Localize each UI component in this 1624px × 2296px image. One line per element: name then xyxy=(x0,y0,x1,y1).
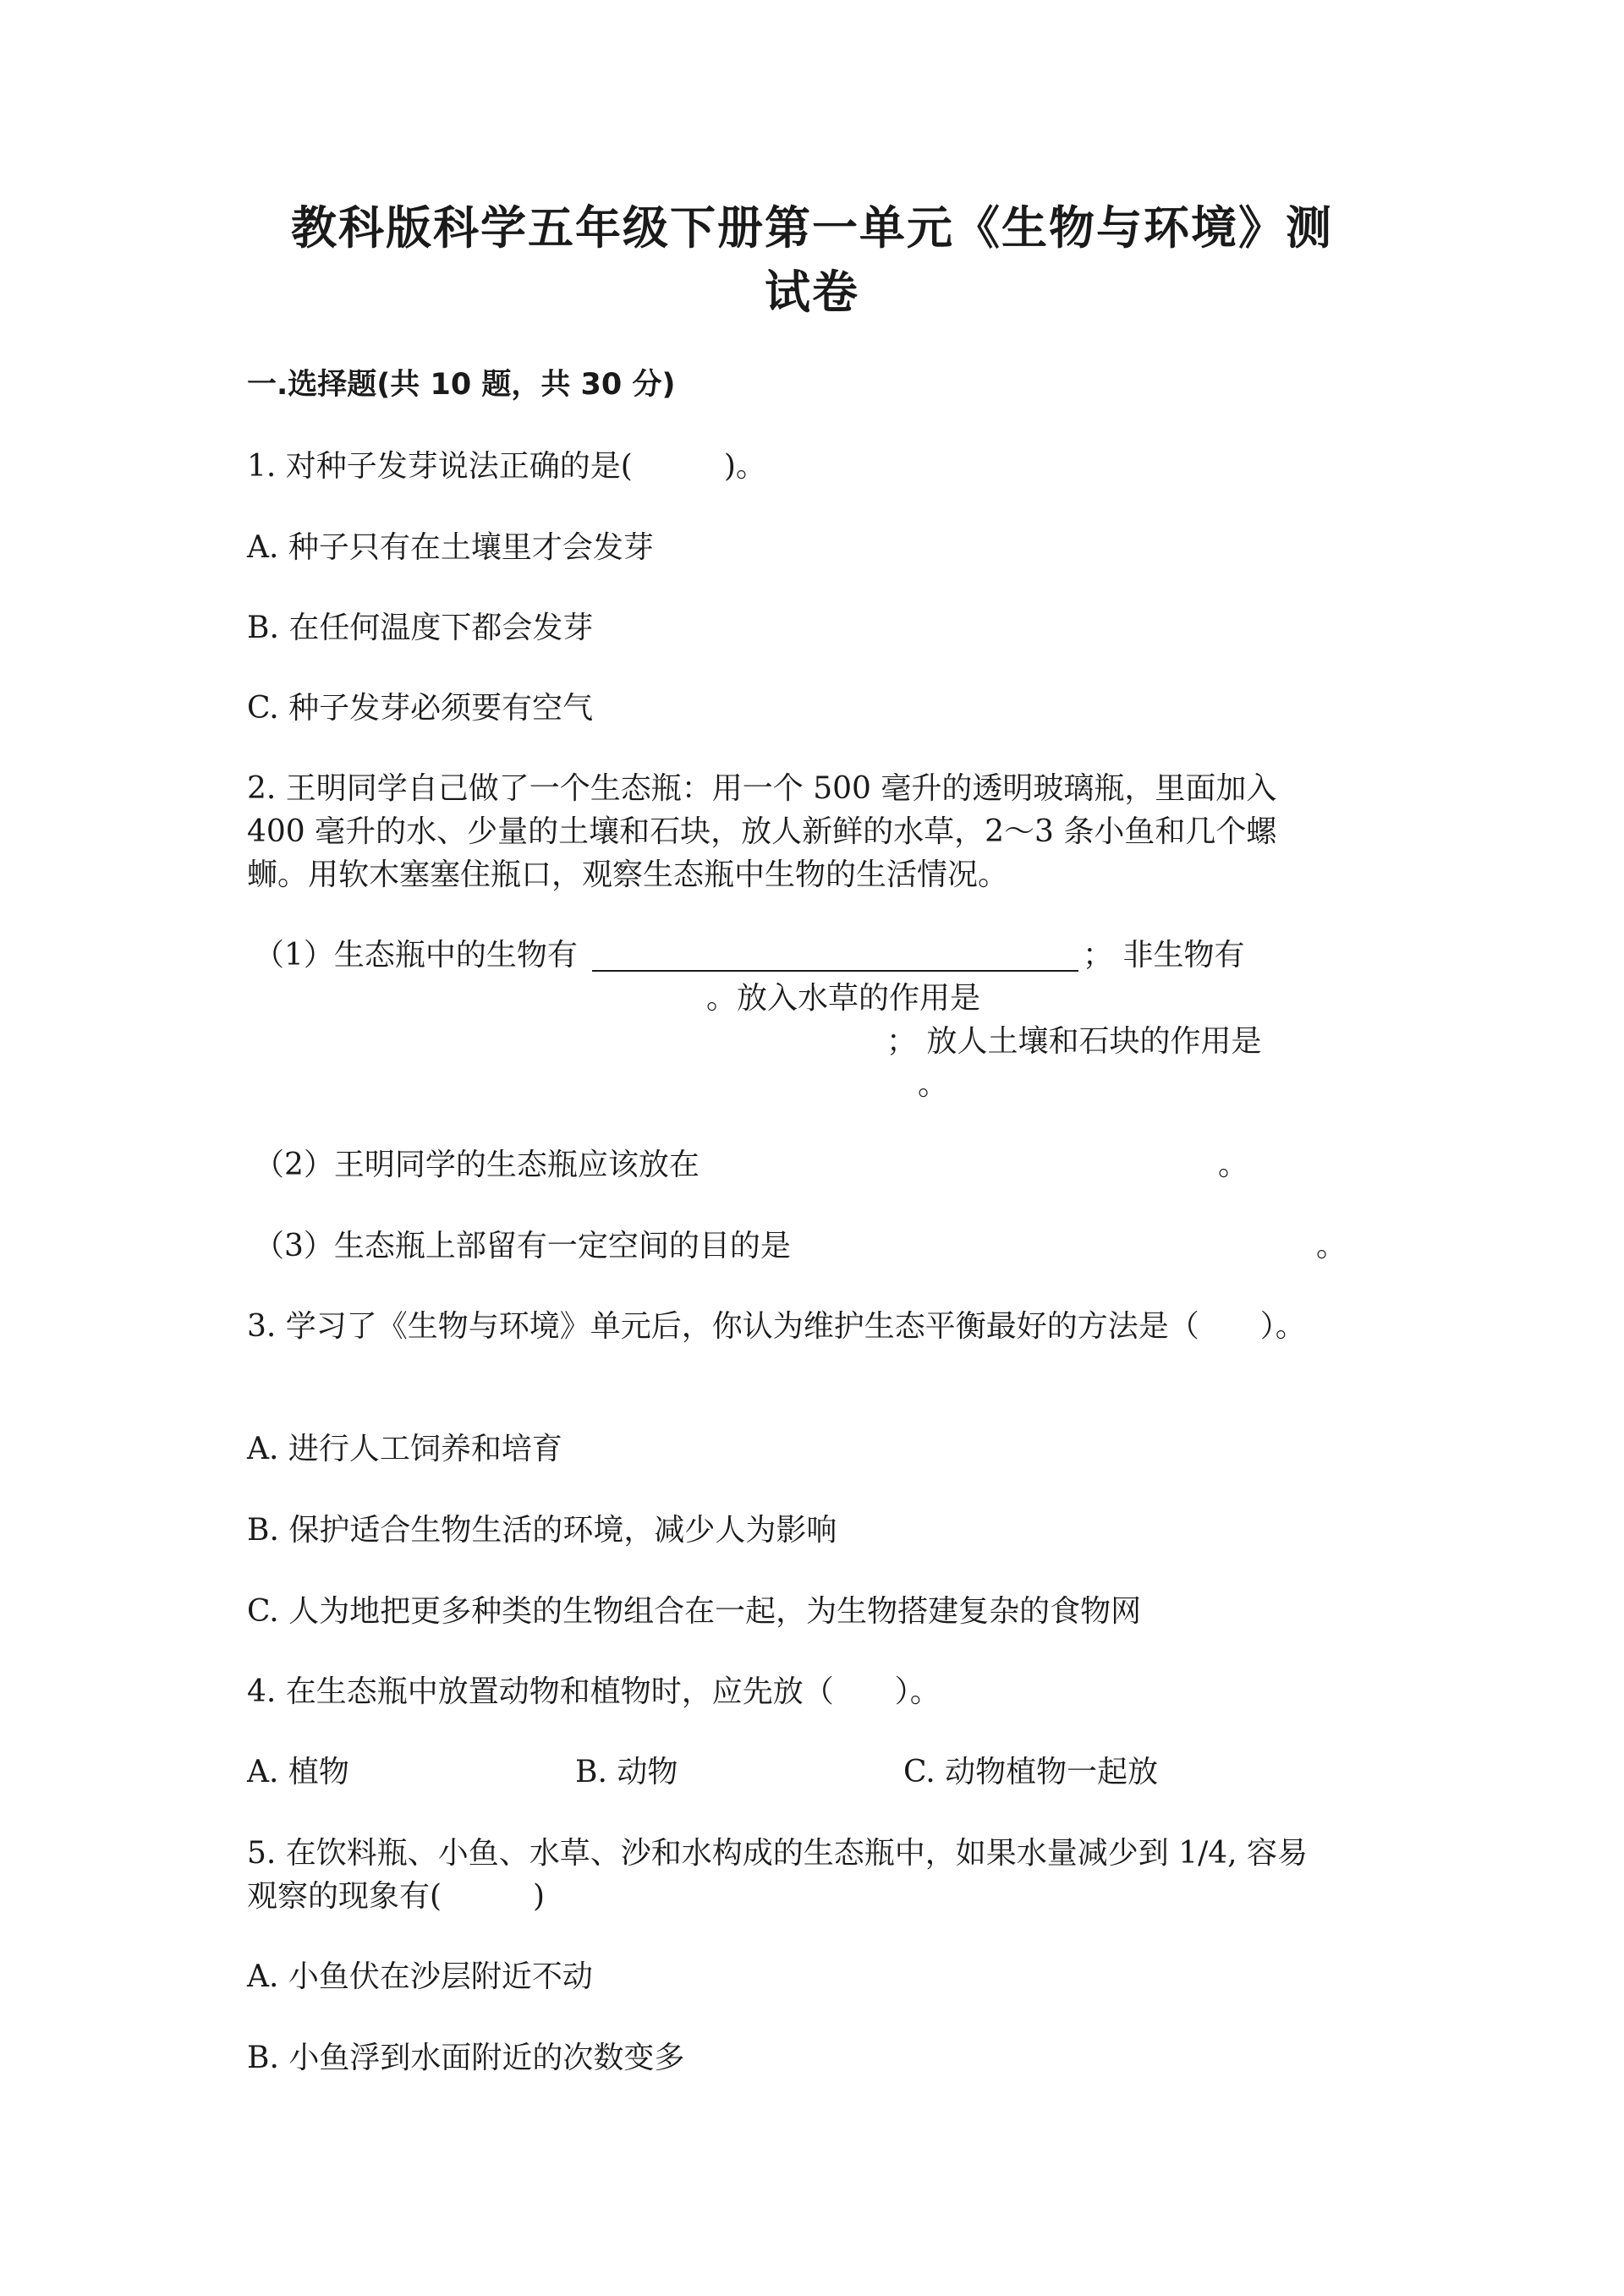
q5-option-b: B. 小鱼浮到水面附近的次数变多 xyxy=(247,2041,685,2075)
q4-option-a: A. 植物 xyxy=(247,1755,349,1789)
q2-stem-line-2: 400 毫升的水、少量的土壤和石块，放人新鲜的水草，2～3 条小鱼和几个螺 xyxy=(247,814,1277,849)
q4-stem: 4. 在生态瓶中放置动物和植物时，应先放（ ）。 xyxy=(247,1674,941,1709)
q2-sub1-waterweed-label: 。放入水草的作用是 xyxy=(706,981,981,1016)
q5-option-a: A. 小鱼伏在沙层附近不动 xyxy=(247,1959,593,1994)
q2-sub1-nonliving-label: ； 非生物有 xyxy=(1083,938,1245,973)
q2-sub1-blank-living[interactable] xyxy=(592,970,1078,972)
q3-option-c: C. 人为地把更多种类的生物组合在一起，为生物搭建复杂的食物网 xyxy=(247,1594,1142,1629)
section-heading: 一.选择题(共 10 题，共 30 分) xyxy=(247,368,676,402)
q3-option-a: A. 进行人工饲养和培育 xyxy=(247,1432,562,1466)
q4-option-b: B. 动物 xyxy=(575,1755,678,1789)
q2-stem-line-1: 2. 王明同学自己做了一个生态瓶：用一个 500 毫升的透明玻璃瓶，里面加入 xyxy=(247,771,1277,806)
q1-option-c: C. 种子发芽必须要有空气 xyxy=(247,691,594,726)
q5-stem-line-1: 5. 在饮料瓶、小鱼、水草、沙和水构成的生态瓶中，如果水量减少到 1/4, 容易 xyxy=(247,1836,1309,1871)
title-line-2: 试卷 xyxy=(765,266,859,319)
q2-sub2-end: 。 xyxy=(1218,1148,1249,1182)
page-title xyxy=(245,196,1379,325)
title-line-1: 教科版科学五年级下册第一单元《生物与环境》测 xyxy=(291,201,1333,255)
q1-option-a: A. 种子只有在土壤里才会发芽 xyxy=(247,530,654,565)
q3-option-b: B. 保护适合生物生活的环境，减少人为影响 xyxy=(247,1513,837,1548)
q2-sub1-prefix: （1）生态瓶中的生物有 xyxy=(254,938,578,973)
q2-sub3-end: 。 xyxy=(1316,1229,1347,1263)
q1-stem: 1. 对种子发芽说法正确的是( )。 xyxy=(247,449,766,484)
q2-sub1-end: 。 xyxy=(918,1067,949,1102)
q2-sub1-soil-label: ； 放人土壤和石块的作用是 xyxy=(886,1024,1262,1059)
q5-stem-line-2: 观察的现象有( ) xyxy=(247,1879,546,1914)
q2-stem-line-3: 蛳。用软木塞塞住瓶口，观察生态瓶中生物的生活情况。 xyxy=(247,858,1009,892)
q2-sub3-text: （3）生态瓶上部留有一定空间的目的是 xyxy=(254,1229,791,1263)
q3-stem: 3. 学习了《生物与环境》单元后，你认为维护生态平衡最好的方法是（ ）。 xyxy=(247,1309,1306,1344)
q2-sub2-text: （2）王明同学的生态瓶应该放在 xyxy=(254,1148,700,1182)
q4-option-c: C. 动物植物一起放 xyxy=(903,1755,1159,1789)
q1-option-b: B. 在任何温度下都会发芽 xyxy=(247,611,594,645)
